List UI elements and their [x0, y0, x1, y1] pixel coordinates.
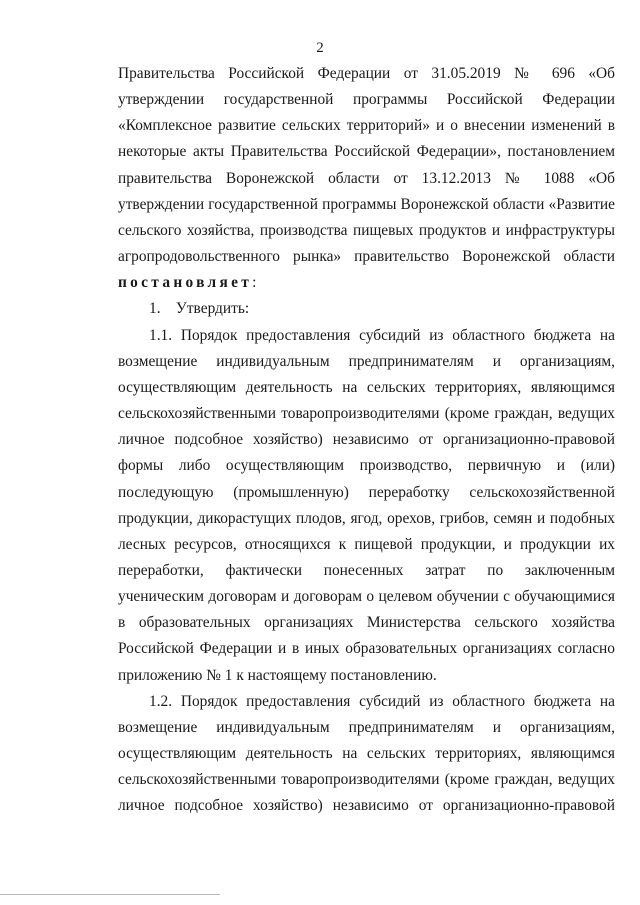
item-1-2: 1.2. Порядок предоставления субсидий из областного бюджета на возмещение индивидуальным предпринимателям и организациям, осуществляющим деятельность на сельских территориях, являющимся сельскохозяйственными товаропроизводителями (кроме граждан, ведущих личное подсобное хозяйство) независимо от организационно-правовой — [118, 692, 615, 815]
decision-word: постановляет — [118, 274, 253, 292]
intro-paragraph — [118, 61, 615, 296]
intro-text: Правительства Российской Федерации от 31.05.2019 № 696 «Об утверждении государственной программы Российской Федерации «Комплексное развитие сельских территорий» и о внесении изменений в некоторые акты Правительства Российской Федерации», постановлением правительства Воронежской области от 13.12.2013 № 1088 «Об утверждении государственной программы Воронежской области «Развитие сельского хозяйства, производства пищевых продуктов и инфраструктуры агропродовольственного рынка» правительство Воронежской области — [118, 65, 615, 266]
page-bottom-rule — [0, 894, 220, 895]
page-number: 2 — [316, 40, 324, 56]
item-1-1: 1.1. Порядок предоставления субсидий из областного бюджета на возмещение индивидуальным предпринимателям и организациям, осуществляющим деятельность на сельских территориях, являющимся сельскохозяйственными товаропроизводителями (кроме граждан, ведущих личное подсобное хозяйство) независимо от организационно-правовой формы либо осуществляющим производство, первичную и (или) последующую (промышленную) переработку сельскохозяйственной продукции, дикорастущих плодов, ягод, орехов, грибов, семян и подобных лесных ресурсов, относящихся к пищевой продукции, и продукции их переработки, фактически понесенных затрат по заключенным ученическим договорам и договорам о целевом обучении с обучающимися в образовательных организациях Министерства сельского хозяйства Российской Федерации и в иных образовательных организациях согласно приложению № 1 к настоящему постановлению. — [118, 326, 615, 684]
decision-colon: : — [252, 274, 257, 292]
document-body — [118, 61, 615, 820]
item-1: 1. Утвердить: — [149, 300, 250, 318]
